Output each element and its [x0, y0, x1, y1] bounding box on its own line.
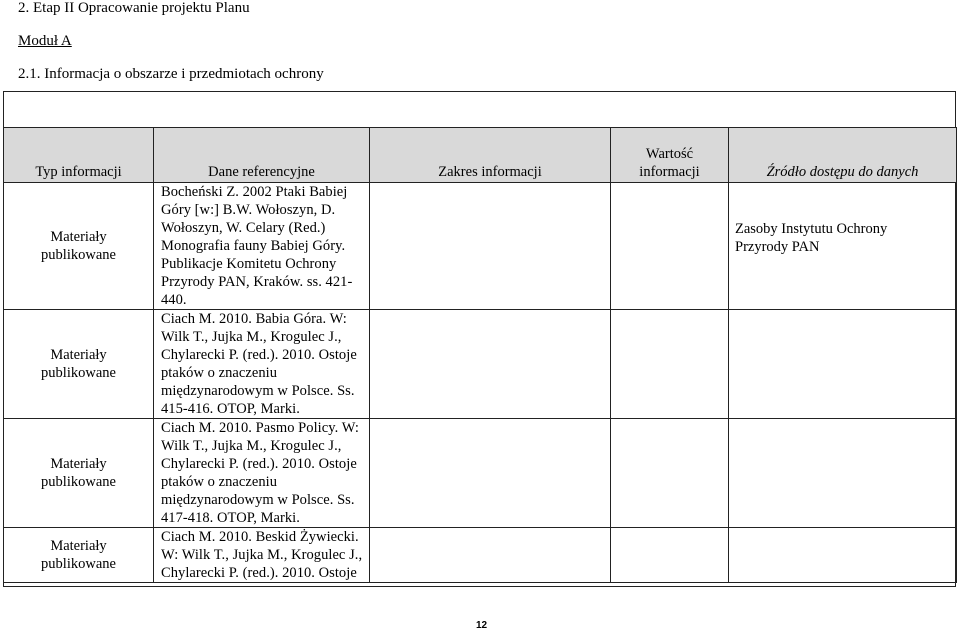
- source-cell: [729, 528, 957, 583]
- type-cell: Materiały publikowane: [4, 183, 154, 310]
- section-heading: 2. Etap II Opracowanie projektu Planu: [18, 0, 250, 16]
- reference-cell: Bocheński Z. 2002 Ptaki Babiej Góry [w:] B.W. Wołoszyn, D. Wołoszyn, W. Celary (Red.) Monografia fauny Babiej Góry. Publikacje Komitetu Ochrony Przyrody PAN, Kraków. ss. 421- 440.: [154, 183, 370, 310]
- table-row: [4, 310, 957, 419]
- header-reference: Dane referencyjne: [154, 128, 370, 183]
- type-cell: Materiały publikowane: [4, 419, 154, 528]
- reference-cell: Ciach M. 2010. Beskid Żywiecki. W: Wilk T., Jujka M., Krogulec J., Chylarecki P. (red.). 2010. Ostoje: [154, 528, 370, 583]
- module-heading: Moduł A: [18, 33, 72, 49]
- scope-cell: [370, 310, 611, 419]
- scope-cell: [370, 419, 611, 528]
- table-row: [4, 419, 957, 528]
- source-cell: [729, 310, 957, 419]
- scope-cell: [370, 528, 611, 583]
- value-cell: [611, 310, 729, 419]
- header-scope: Zakres informacji: [370, 128, 611, 183]
- source-cell: Zasoby Instytutu Ochrony Przyrody PAN: [729, 183, 957, 310]
- table-header-row: [4, 128, 957, 183]
- table-row: [4, 183, 957, 310]
- reference-cell: Ciach M. 2010. Pasmo Policy. W: Wilk T., Jujka M., Krogulec J., Chylarecki P. (red.). 2010. Ostoje ptaków o znaczeniu międzynarodowym w Polsce. Ss. 417-418. OTOP, Marki.: [154, 419, 370, 528]
- scope-cell: [370, 183, 611, 310]
- header-source: Źródło dostępu do danych: [729, 128, 957, 183]
- table-row: [4, 528, 957, 583]
- subsection-heading: 2.1. Informacja o obszarze i przedmiotach ochrony: [18, 66, 324, 82]
- header-type: Typ informacji: [4, 128, 154, 183]
- type-cell: Materiały publikowane: [4, 528, 154, 583]
- reference-cell: Ciach M. 2010. Babia Góra. W: Wilk T., Jujka M., Krogulec J., Chylarecki P. (red.). 2010. Ostoje ptaków o znaczeniu międzynarodowym w Polsce. Ss. 415-416. OTOP, Marki.: [154, 310, 370, 419]
- header-value: Wartość informacji: [611, 128, 729, 183]
- value-cell: [611, 528, 729, 583]
- reference-table: [3, 127, 957, 583]
- value-cell: [611, 419, 729, 528]
- source-cell: [729, 419, 957, 528]
- page-number: 12: [476, 620, 488, 631]
- type-cell: Materiały publikowane: [4, 310, 154, 419]
- value-cell: [611, 183, 729, 310]
